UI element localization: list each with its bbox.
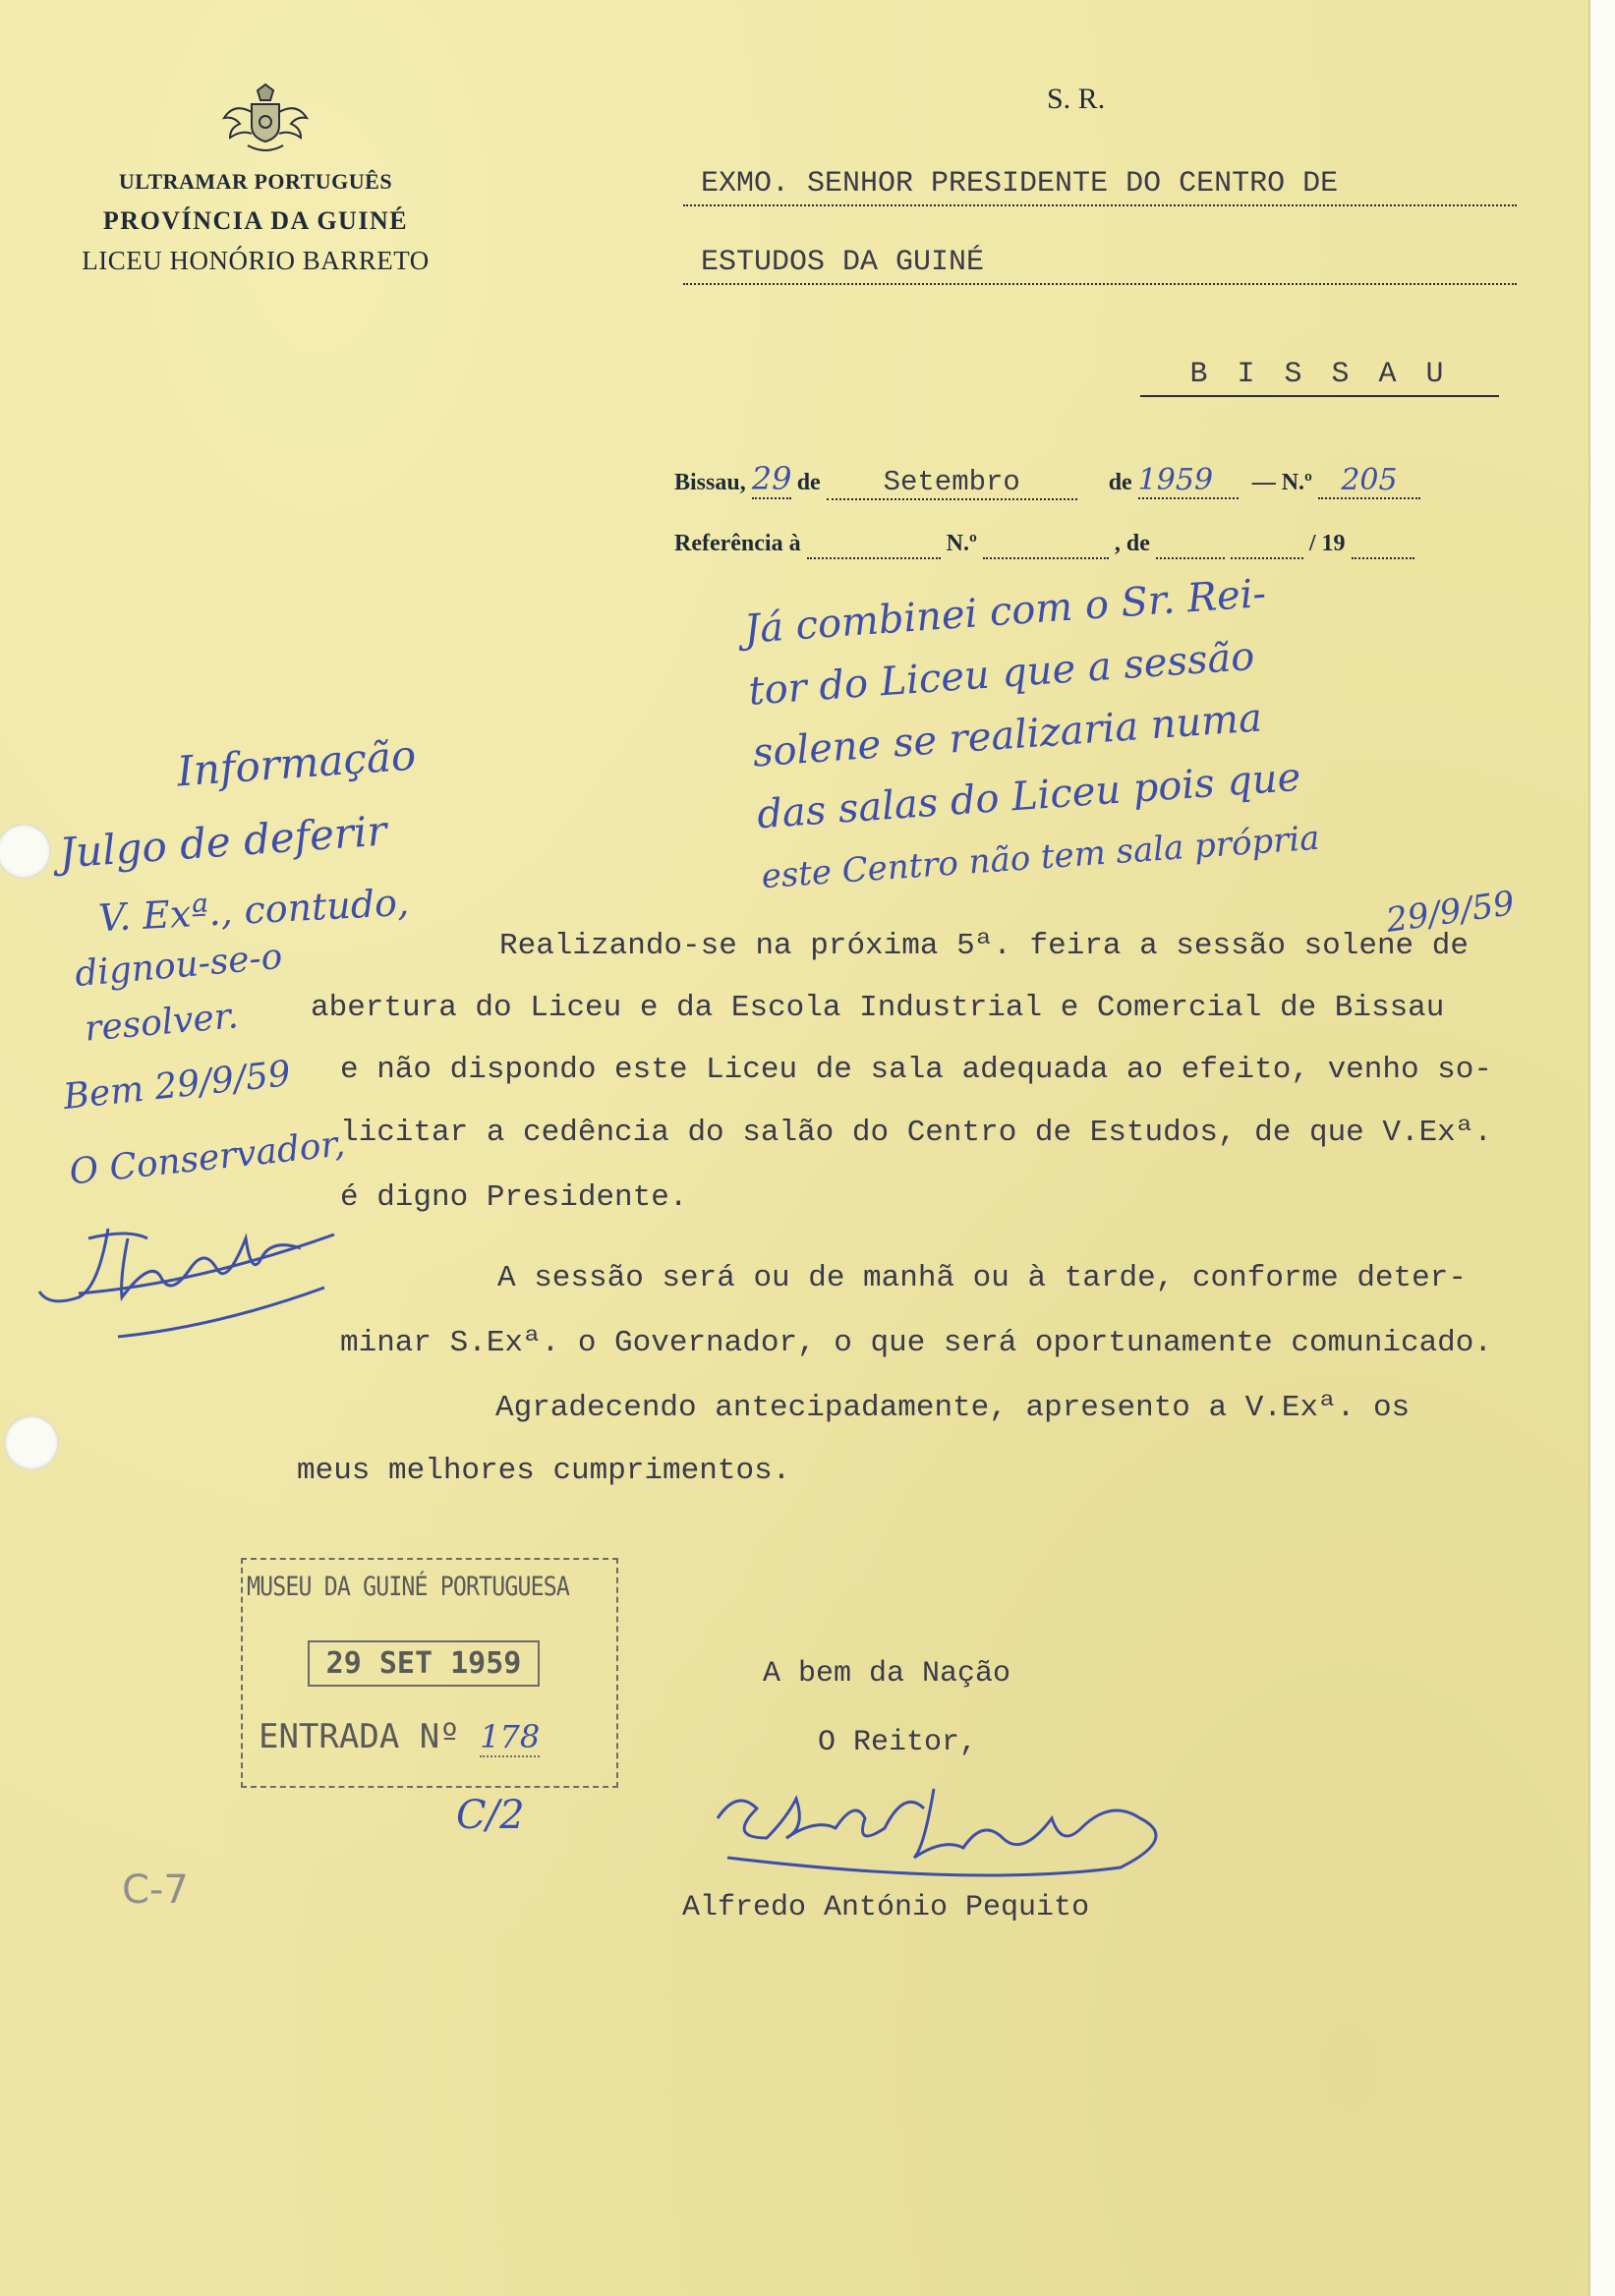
number-label: — N.º <box>1251 470 1312 495</box>
punch-hole-bottom <box>4 1415 59 1470</box>
reference-line <box>674 531 1414 559</box>
note-right-line-2: tor do Liceu que a sessão <box>746 633 1256 715</box>
closing-title: O Reitor, <box>818 1726 978 1759</box>
reference-day-blank <box>1156 531 1225 559</box>
note-left-line-5: resolver. <box>83 996 241 1050</box>
note-right-date: 29/9/59 <box>1383 884 1518 941</box>
scan-margin <box>1590 0 1615 2296</box>
de-label-2: de <box>1108 470 1132 495</box>
stamp-entry-number: 178 <box>480 1718 541 1755</box>
stamp-title: MUSEU DA GUINÉ PORTUGUESA <box>247 1572 569 1602</box>
note-left-line-2: Julgo de deferir <box>57 806 388 878</box>
body-p1-line-5: é digno Presidente. <box>340 1180 688 1215</box>
coat-of-arms-icon <box>218 83 313 157</box>
handwritten-note-right <box>742 560 1322 908</box>
closing-salutation: A bem da Nação <box>763 1657 1011 1691</box>
reference-blank <box>807 531 941 559</box>
note-right-line-3: solene se realizaria numa <box>751 695 1264 776</box>
addressee-line-1: EXMO. SENHOR PRESIDENTE DO CENTRO DE <box>683 167 1517 206</box>
letterhead-school: LICEU HONÓRIO BARRETO <box>82 246 430 275</box>
note-right-line-1: Já combinei com o Sr. Rei- <box>742 570 1268 653</box>
sr-mark: S. R. <box>1047 83 1106 115</box>
conservador-signature <box>20 1199 354 1347</box>
body-p1-line-2: abertura do Liceu e da Escola Industrial e Comercial de Bissau <box>311 991 1445 1025</box>
place-label: Bissau, <box>674 470 746 495</box>
body-p2-line-1: A sessão será ou de manhã ou à tarde, conforme deter- <box>497 1261 1467 1295</box>
body-p2-line-2: minar S.Exª. o Governador, o que será oportunamente comunicado. <box>340 1326 1492 1360</box>
reference-year-blank <box>1352 531 1414 559</box>
reitor-signature <box>698 1759 1229 1887</box>
museum-entry-stamp <box>241 1558 618 1788</box>
addressee-line-2: ESTUDOS DA GUINÉ <box>683 246 1517 285</box>
note-left-line-7: O Conservador, <box>67 1123 347 1193</box>
note-left-line-3: V. Exª., contudo, <box>97 880 411 941</box>
body-p1-line-1: Realizando-se na próxima 5ª. feira a sessão solene de <box>499 929 1469 963</box>
note-left-line-6: Bem 29/9/59 <box>61 1053 293 1119</box>
body-p1-line-3: e não dispondo este Liceu de sala adequada ao efeito, venho so- <box>340 1053 1492 1087</box>
reference-de-label: , de <box>1114 531 1150 556</box>
body-p3-line-1: Agradecendo antecipadamente, apresento a V.Exª. os <box>495 1391 1411 1425</box>
stamp-entry-label: ENTRADA Nº <box>259 1717 460 1756</box>
note-left-heading: Informação <box>175 730 418 796</box>
reference-year-prefix: / 19 <box>1308 531 1346 556</box>
annotation-c2: C/2 <box>456 1793 525 1838</box>
reitor-name: Alfredo António Pequito <box>682 1891 1090 1924</box>
annotation-pencil-c7: C-7 <box>122 1867 189 1913</box>
reference-month-blank <box>1231 531 1303 559</box>
de-label-1: de <box>796 470 821 495</box>
date-year: 1959 <box>1138 463 1239 499</box>
reference-label: Referência à <box>674 531 801 556</box>
note-right-line-5: este Centro não tem sala própria <box>760 818 1321 897</box>
stamp-entry-row <box>259 1717 540 1756</box>
body-p3-line-2: meus melhores cumprimentos. <box>297 1454 791 1488</box>
date-month: Setembro <box>827 466 1077 500</box>
stamp-date: 29 SET 1959 <box>308 1640 540 1687</box>
reference-no-blank <box>983 531 1109 559</box>
letterhead-province: PROVÍNCIA DA GUINÉ <box>102 206 409 235</box>
date-line <box>674 460 1420 500</box>
note-right-line-4: das salas do Liceu pois que <box>755 754 1302 838</box>
document-number: 205 <box>1318 463 1420 499</box>
note-left-line-4: dignou-se-o <box>73 936 284 996</box>
reference-no-label: N.º <box>946 531 977 556</box>
date-day: 29 <box>751 460 792 497</box>
letterhead-overseas: ULTRAMAR PORTUGUÊS <box>118 169 393 194</box>
city-line: B I S S A U <box>1140 358 1499 397</box>
body-p1-line-4: licitar a cedência do salão do Centro de Estudos, de que V.Exª. <box>340 1116 1492 1150</box>
